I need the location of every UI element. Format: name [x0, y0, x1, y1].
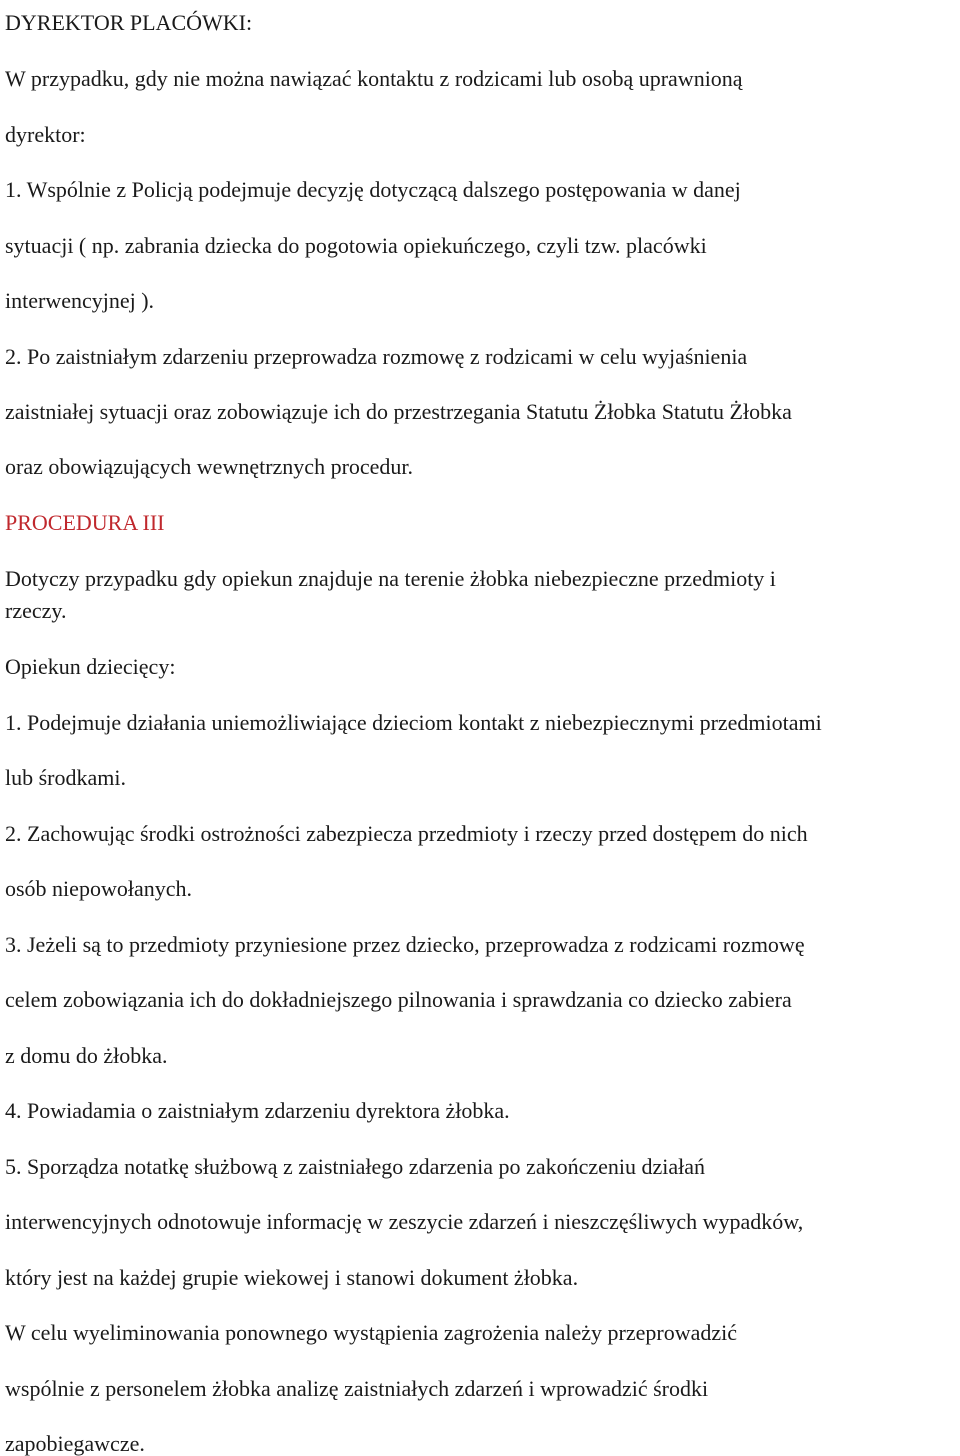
- list-item-line: 1. Wspólnie z Policją podejmuje decyzję dotyczącą dalszego postępowania w danej: [5, 177, 741, 202]
- list-item-line: lub środkami.: [5, 765, 126, 790]
- list-item-line: który jest na każdej grupie wiekowej i stanowi dokument żłobka.: [5, 1265, 579, 1290]
- list-item-line: sytuacji ( np. zabrania dziecka do pogotowia opiekuńczego, czyli tzw. placówki: [5, 233, 707, 258]
- closing-line: wspólnie z personelem żłobka analizę zaistniałych zdarzeń i wprowadzić środki: [5, 1376, 709, 1401]
- list-item-line: oraz obowiązujących wewnętrznych procedur.: [5, 454, 414, 479]
- list-item-line: 3. Jeżeli są to przedmioty przyniesione przez dziecko, przeprowadza z rodzicami rozmowę: [5, 932, 805, 957]
- procedure-subject-line: rzeczy.: [5, 598, 67, 623]
- list-item-line: 4. Powiadamia o zaistniałym zdarzeniu dyrektora żłobka.: [5, 1098, 510, 1123]
- caregiver-heading: Opiekun dziecięcy:: [5, 654, 176, 679]
- list-item-line: interwencyjnych odnotowuje informację w zeszycie zdarzeń i nieszczęśliwych wypadków,: [5, 1209, 804, 1234]
- closing-line: zapobiegawcze.: [5, 1431, 145, 1456]
- list-item-line: zaistniałej sytuacji oraz zobowiązuje ich do przestrzegania Statutu Żłobka Statutu Żłobka: [5, 399, 792, 424]
- director-heading: DYREKTOR PLACÓWKI:: [5, 10, 253, 35]
- list-item-line: 2. Zachowując środki ostrożności zabezpiecza przedmioty i rzeczy przed dostępem do nich: [5, 821, 808, 846]
- list-item-line: interwencyjnej ).: [5, 288, 155, 313]
- list-item-line: 1. Podejmuje działania uniemożliwiające dzieciom kontakt z niebezpiecznymi przedmiotami: [5, 710, 822, 735]
- intro-line: W przypadku, gdy nie można nawiązać kontaktu z rodzicami lub osobą uprawnioną: [5, 66, 743, 91]
- procedure-title: PROCEDURA III: [5, 510, 165, 535]
- list-item-line: z domu do żłobka.: [5, 1043, 168, 1068]
- procedure-subject-line: Dotyczy przypadku gdy opiekun znajduje na terenie żłobka niebezpieczne przedmioty i: [5, 566, 776, 591]
- list-item-line: celem zobowiązania ich do dokładniejszego pilnowania i sprawdzania co dziecko zabiera: [5, 987, 792, 1012]
- closing-line: W celu wyeliminowania ponownego wystąpienia zagrożenia należy przeprowadzić: [5, 1320, 738, 1345]
- list-item-line: 5. Sporządza notatkę służbową z zaistniałego zdarzenia po zakończeniu działań: [5, 1154, 706, 1179]
- intro-line: dyrektor:: [5, 122, 86, 147]
- list-item-line: osób niepowołanych.: [5, 876, 192, 901]
- list-item-line: 2. Po zaistniałym zdarzeniu przeprowadza rozmowę z rodzicami w celu wyjaśnienia: [5, 344, 748, 369]
